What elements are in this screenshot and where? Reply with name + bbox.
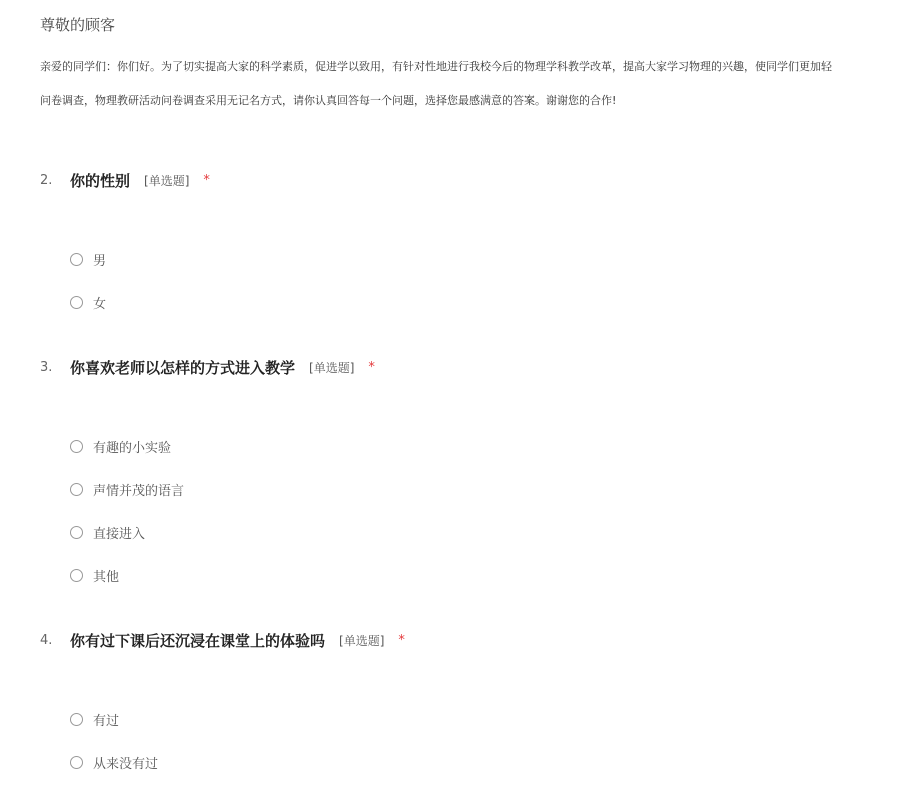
question-2 [40,168,880,324]
required-mark: * [203,172,210,188]
radio-button[interactable] [70,526,83,539]
option-label: 女 [93,297,107,312]
option-list [70,425,880,597]
required-mark: * [398,632,405,648]
question-number: 2. [40,172,53,188]
radio-button[interactable] [70,440,83,453]
question-title: 你有过下课后还沉浸在课堂上的体验吗 [70,631,326,650]
option-label: 声情并茂的语言 [93,484,185,499]
question-number: 3. [40,359,53,375]
question-title: 你喜欢老师以怎样的方式进入教学 [70,358,296,377]
survey-intro [40,50,900,118]
option-other[interactable] [70,554,880,597]
option-female[interactable] [70,281,880,324]
option-list [70,698,880,784]
option-direct-entry[interactable] [70,511,880,554]
option-label: 有趣的小实验 [93,441,172,456]
question-title-row [40,168,880,192]
question-type-label: [单选题] [144,173,190,188]
question-4 [40,628,880,784]
survey-header [40,14,900,118]
option-male[interactable] [70,238,880,281]
option-label: 男 [93,254,107,269]
option-label: 从来没有过 [93,757,159,772]
question-title-row [40,628,880,652]
radio-button[interactable] [70,713,83,726]
question-title-row [40,355,880,379]
question-type-label: [单选题] [309,360,355,375]
option-yes[interactable] [70,698,880,741]
option-never[interactable] [70,741,880,784]
required-mark: * [368,359,375,375]
question-3 [40,355,880,597]
radio-button[interactable] [70,756,83,769]
radio-button[interactable] [70,483,83,496]
radio-button[interactable] [70,569,83,582]
option-label: 直接进入 [93,527,146,542]
radio-button[interactable] [70,296,83,309]
intro-line-2: 问卷调查，物理教研活动问卷调查采用无记名方式，请你认真回答每一个问题，选择您最感满意的答案。谢谢您的合作! [40,94,617,107]
intro-line-1: 亲爱的同学们：你们好。为了切实提高大家的科学素质，促进学以致用，有针对性地进行我校今后的物理学科教学改革，提高大家学习物理的兴趣，使同学们更加轻 [40,60,832,73]
option-list [70,238,880,324]
radio-button[interactable] [70,253,83,266]
question-title: 你的性别 [70,171,131,190]
option-label: 其他 [93,570,120,585]
question-type-label: [单选题] [339,633,385,648]
greeting-title: 尊敬的顾客 [40,16,116,34]
option-label: 有过 [93,714,120,729]
option-small-experiment[interactable] [70,425,880,468]
question-number: 4. [40,632,53,648]
option-vivid-language[interactable] [70,468,880,511]
